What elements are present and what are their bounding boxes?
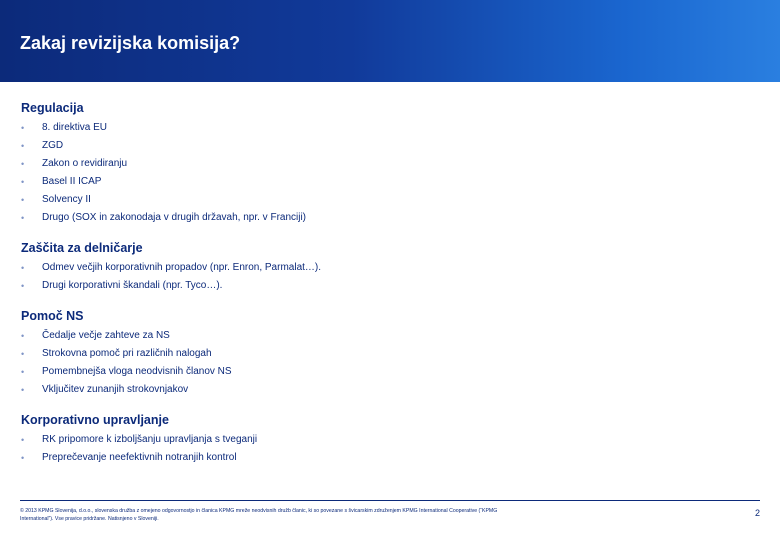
list-item [21,449,761,467]
bullet-icon: • [21,177,25,187]
list-item [21,277,761,295]
list-item-text: Zakon o revidiranju [42,158,128,169]
list-item-text: Preprečevanje neefektivnih notranjih kontrol [42,452,237,463]
list-item [21,381,761,399]
list-item [21,191,761,209]
bullet-icon: • [21,385,25,395]
list-item-text: RK pripomore k izboljšanju upravljanja s tveganji [42,434,258,445]
list-item [21,119,761,137]
bullet-icon: • [21,453,25,463]
list-item [21,431,761,449]
section-korporativno-upravljanje [21,412,761,467]
footer-divider [20,500,760,501]
list-item [21,327,761,345]
section-title: Zaščita za delničarje [21,241,143,255]
list-item-text: Vključitev zunanjih strokovnjakov [42,384,189,395]
list-item-text: Solvency II [42,194,91,205]
bullet-icon: • [21,435,25,445]
bullet-icon: • [21,281,25,291]
bullet-icon: • [21,123,25,133]
page-number: 2 [754,508,760,518]
section-title: Regulacija [21,101,84,115]
section-title: Korporativno upravljanje [21,413,169,427]
list-item [21,155,761,173]
list-item-text: ZGD [42,140,64,151]
list-item-text: Pomembnejša vloga neodvisnih članov NS [42,366,232,377]
list-item-text: Čedalje večje zahteve za NS [42,330,170,341]
section-zascita-delnicarjev [21,240,761,295]
footer-copyright: © 2013 KPMG Slovenija, d.o.o., slovenska družba z omejeno odgovornostjo in članica KPMG mreže neodvisnih družb članic, ki so povezane s švicarskim združenjem KPMG International Cooperative (“KPMG International”). Vse pravice pridržane. Natisnjeno v Sloveniji. [20,508,498,522]
list-item [21,209,761,227]
section-pomoc-ns [21,308,761,399]
list-item-text: Drugo (SOX in zakonodaja v drugih državah, npr. v Franciji) [42,212,307,223]
bullet-icon: • [21,141,25,151]
bullet-icon: • [21,331,25,341]
bullet-icon: • [21,195,25,205]
bullet-icon: • [21,159,25,169]
list-item-text: Drugi korporativni škandali (npr. Tyco…). [42,280,223,291]
list-item [21,173,761,191]
list-item-text: Odmev večjih korporativnih propadov (npr. Enron, Parmalat…). [42,262,322,273]
list-item [21,363,761,381]
slide-header [0,0,780,82]
bullet-icon: • [21,367,25,377]
bullet-icon: • [21,213,25,223]
list-item [21,345,761,363]
list-item-text: Basel II ICAP [42,176,102,187]
bullet-icon: • [21,349,25,359]
slide-title: Zakaj revizijska komisija? [20,33,241,53]
section-regulacija [21,100,761,227]
slide-content [21,100,761,467]
section-title: Pomoč NS [21,309,84,323]
list-item [21,137,761,155]
list-item [21,259,761,277]
list-item-text: 8. direktiva EU [42,122,108,133]
bullet-icon: • [21,263,25,273]
list-item-text: Strokovna pomoč pri različnih nalogah [42,348,212,359]
